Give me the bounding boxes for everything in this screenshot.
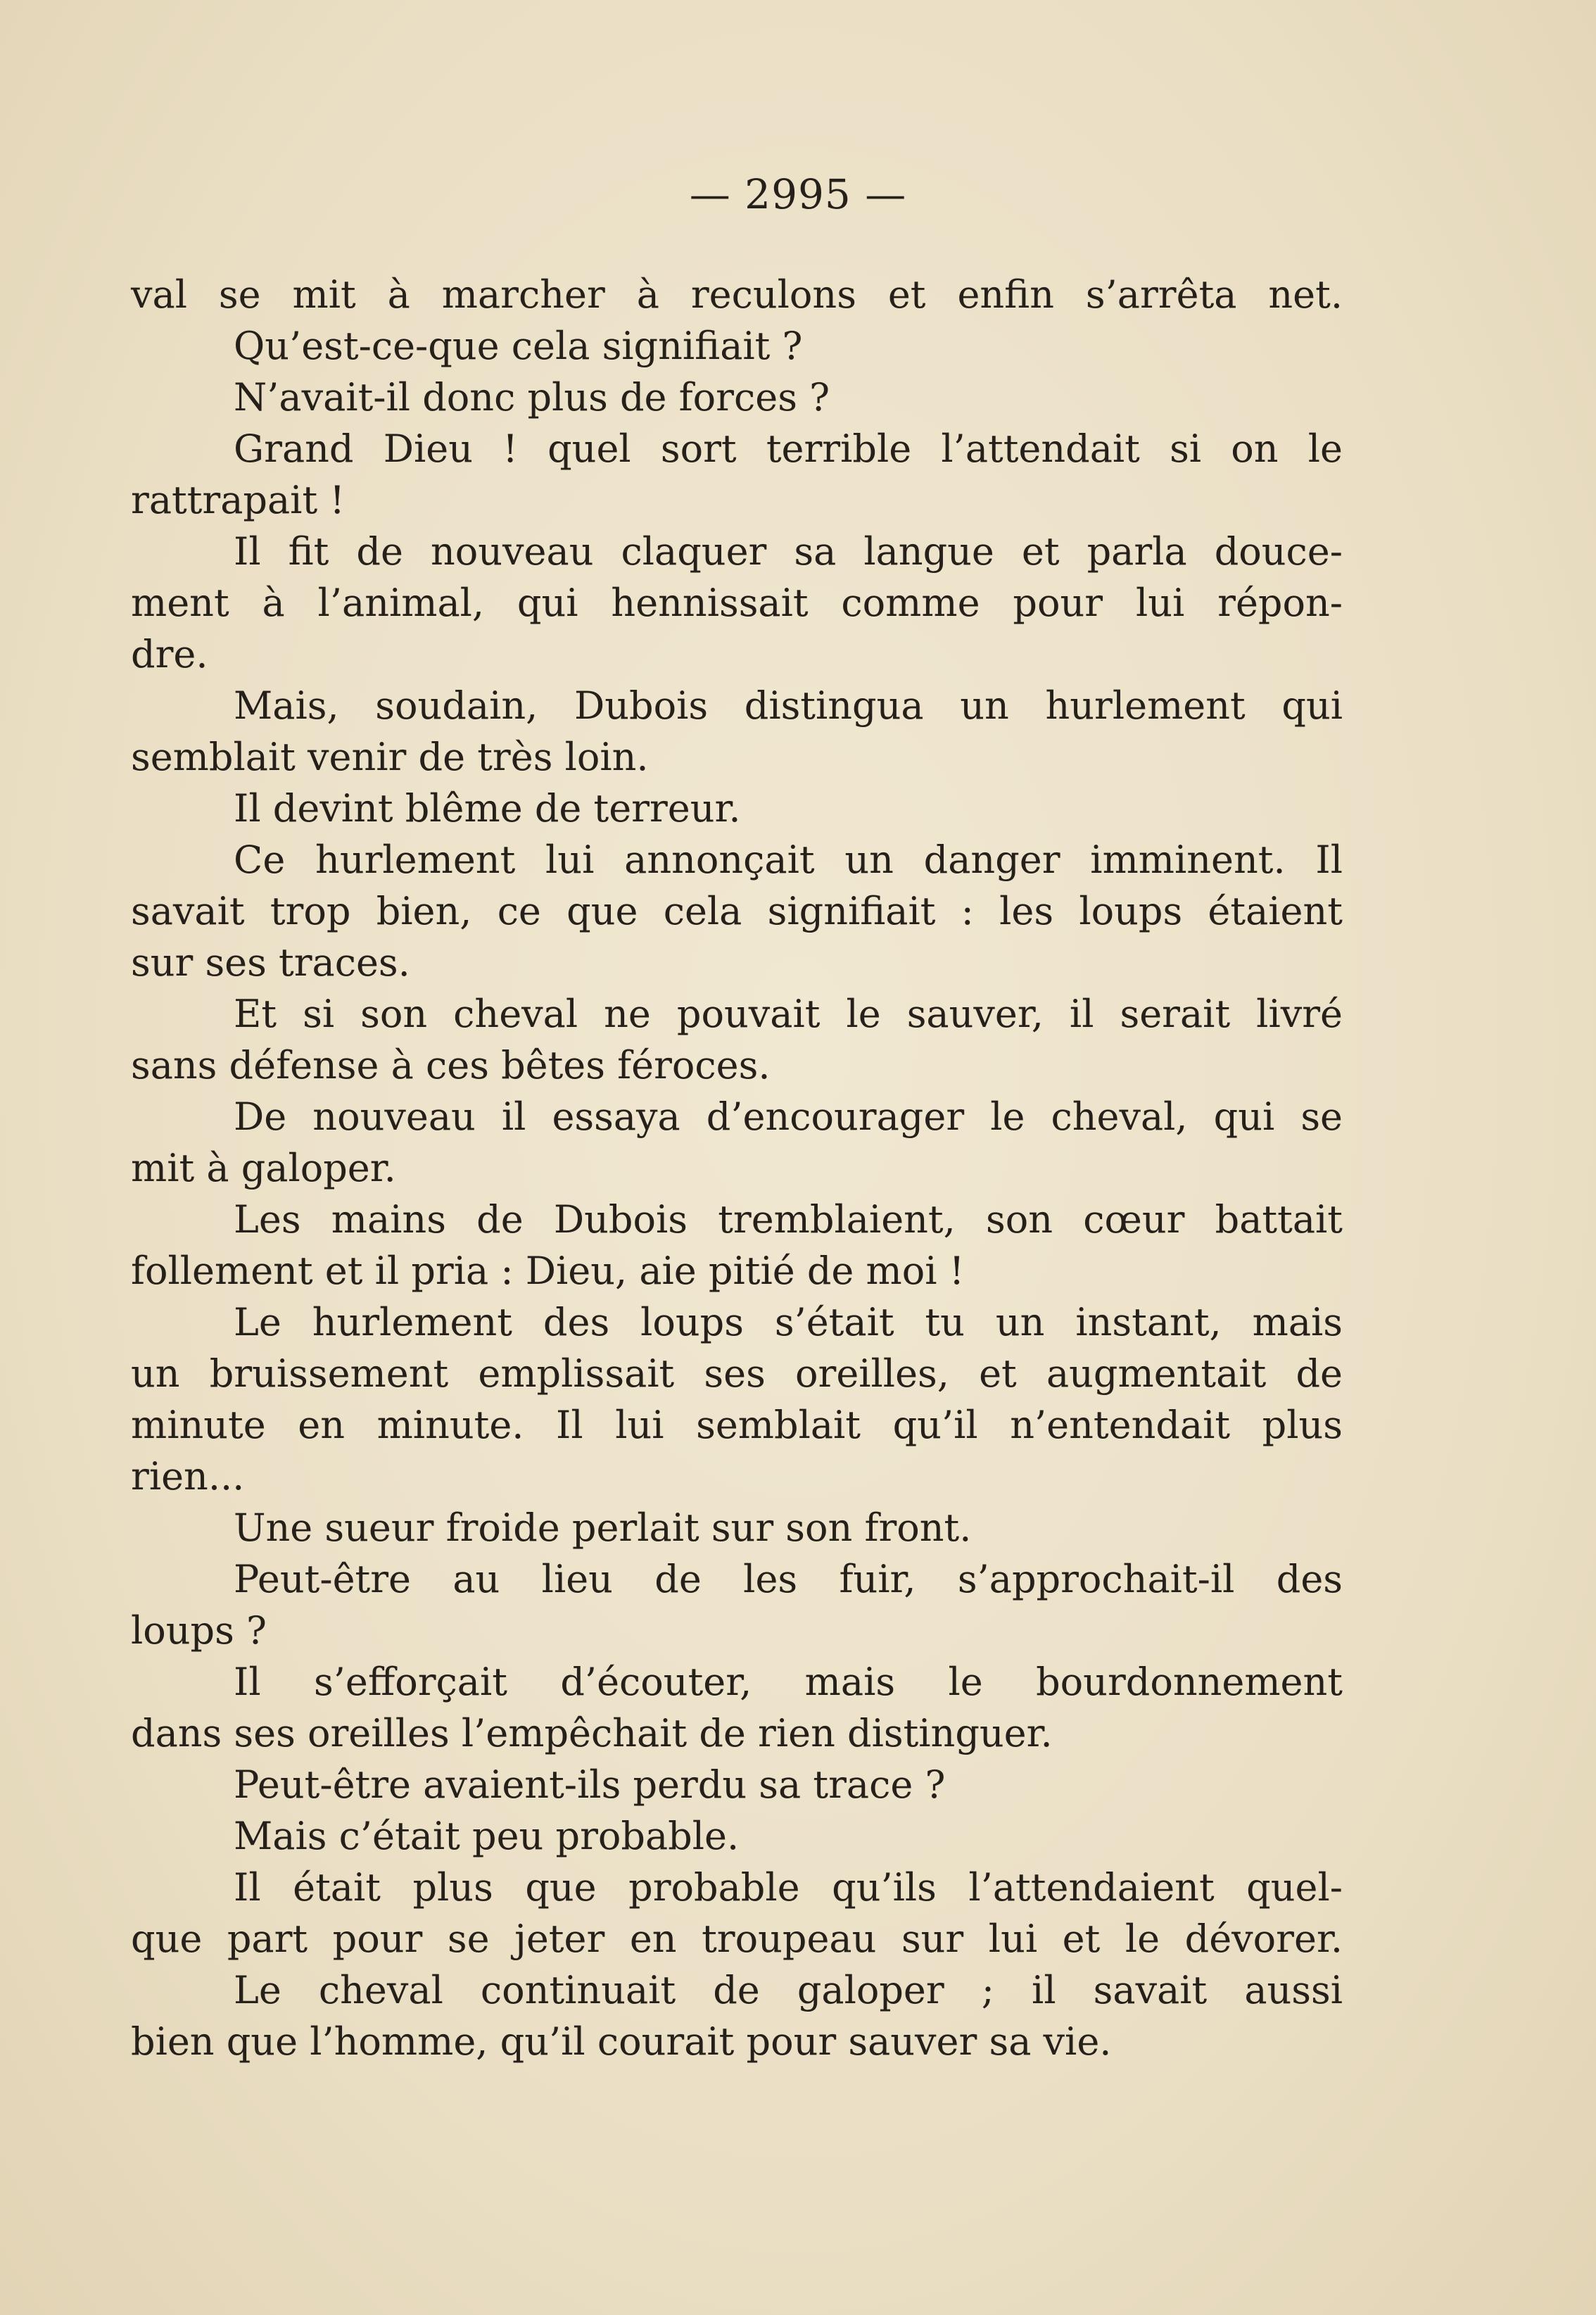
text-line: Et si son cheval ne pouvait le sauver, il serait livré: [234, 992, 1343, 1036]
text-line: Il était plus que probable qu’ils l’attendaient quel-: [234, 1865, 1343, 1910]
text-line: Mais, soudain, Dubois distingua un hurlement qui: [234, 683, 1343, 728]
text-line: Qu’est-ce-que cela signifiait ?: [234, 324, 803, 368]
text-line: rattrapait !: [131, 478, 346, 522]
text-line: savait trop bien, ce que cela signifiait : les loups étaient: [131, 889, 1343, 933]
text-line: mit à galoper.: [131, 1146, 396, 1190]
page-number: — 2995 —: [689, 170, 907, 218]
text-line: Grand Dieu ! quel sort terrible l’attendait si on le: [234, 427, 1343, 471]
text-line: sans défense à ces bêtes féroces.: [131, 1043, 771, 1087]
text-line: val se mit à marcher à reculons et enfin s’arrêta net.: [131, 272, 1343, 317]
text-line: sur ses traces.: [131, 940, 410, 985]
text-line: N’avait-il donc plus de forces ?: [234, 375, 830, 420]
text-line: que part pour se jeter en troupeau sur lui et le dévorer.: [131, 1917, 1343, 1961]
text-line: Les mains de Dubois tremblaient, son cœur battait: [234, 1197, 1343, 1242]
text-line: De nouveau il essaya d’encourager le cheval, qui se: [234, 1095, 1343, 1139]
text-line: loups ?: [131, 1608, 267, 1653]
text-line: dre.: [131, 632, 208, 676]
text-line: Il devint blême de terreur.: [234, 786, 741, 831]
text-line: Peut-être avaient-ils perdu sa trace ?: [234, 1762, 946, 1807]
text-line: Mais c’était peu probable.: [234, 1814, 740, 1858]
text-line: Peut-être au lieu de les fuir, s’approchait-il des: [234, 1557, 1343, 1601]
text-line: ment à l’animal, qui hennissait comme pour lui répon-: [131, 581, 1343, 625]
text-line: Le hurlement des loups s’était tu un instant, mais: [234, 1300, 1343, 1344]
text-line: Il s’efforçait d’écouter, mais le bourdonnement: [234, 1660, 1343, 1704]
text-line: Le cheval continuait de galoper ; il savait aussi: [234, 1968, 1343, 2012]
text-line: semblait venir de très loin.: [131, 735, 649, 779]
text-line: rien...: [131, 1454, 245, 1499]
text-line: Une sueur froide perlait sur son front.: [234, 1506, 972, 1550]
body-text: [131, 269, 1343, 2067]
text-line: follement et il pria : Dieu, aie pitié de moi !: [131, 1249, 965, 1293]
text-line: un bruissement emplissait ses oreilles, et augmentait de: [131, 1351, 1343, 1396]
text-line: Ce hurlement lui annonçait un danger imminent. Il: [234, 838, 1343, 882]
text-line: Il fit de nouveau claquer sa langue et parla douce-: [234, 529, 1343, 574]
text-line: dans ses oreilles l’empêchait de rien distinguer.: [131, 1711, 1053, 1755]
text-line: bien que l’homme, qu’il courait pour sauver sa vie.: [131, 2019, 1112, 2064]
text-line: minute en minute. Il lui semblait qu’il n’entendait plus: [131, 1403, 1343, 1447]
